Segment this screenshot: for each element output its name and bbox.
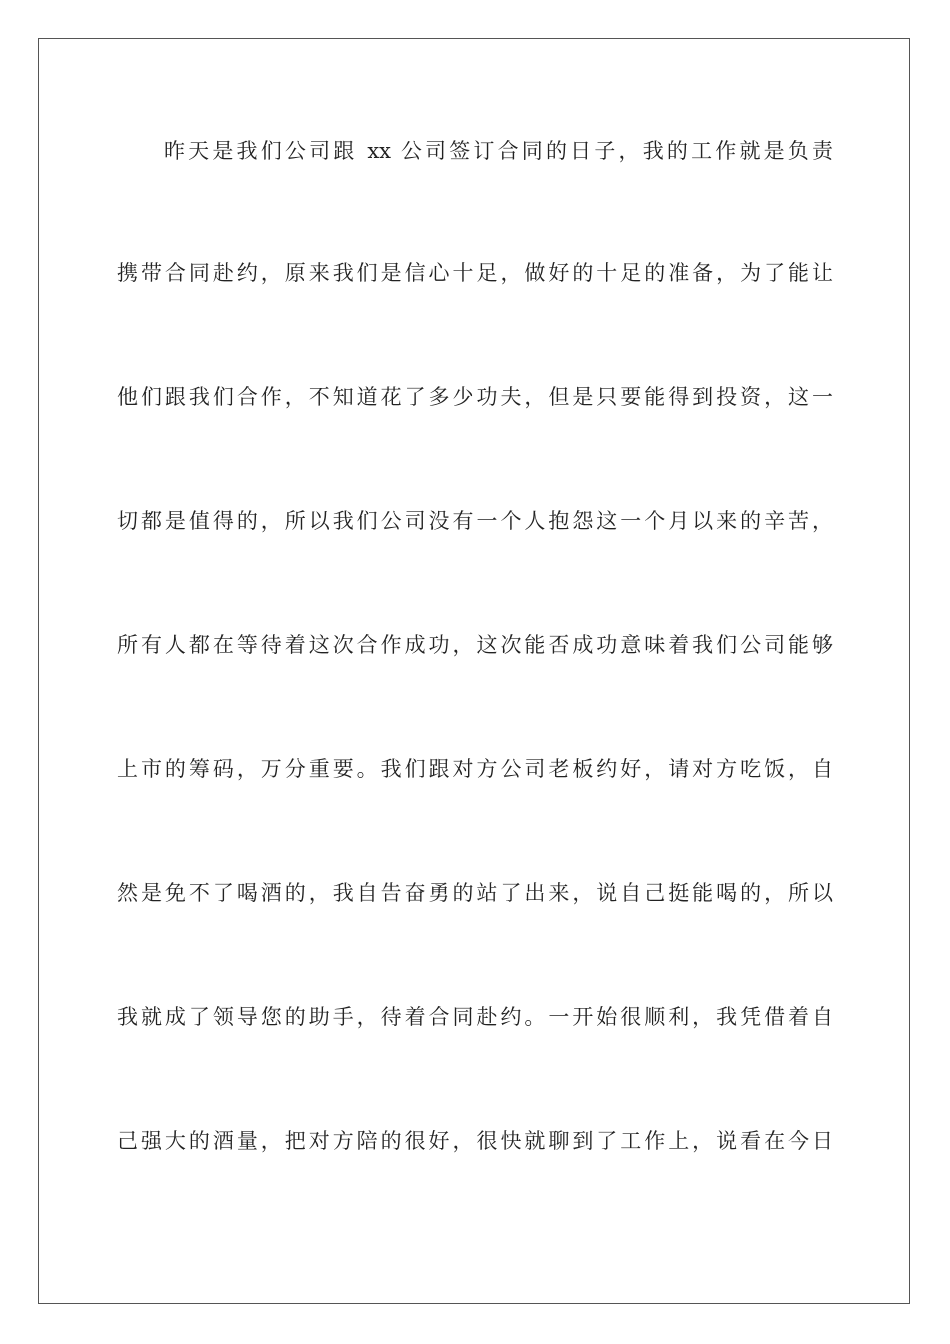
body-text-line: 上市的筹码，万分重要。我们跟对方公司老板约好，请对方吃饭，自 xyxy=(117,757,833,781)
body-text-line: 昨天是我们公司跟 xx 公司签订合同的日子，我的工作就是负责 xyxy=(164,139,833,163)
body-text-line: 我就成了领导您的助手，待着合同赴约。一开始很顺利，我凭借着自 xyxy=(117,1005,833,1029)
body-text-line: 切都是值得的，所以我们公司没有一个人抱怨这一个月以来的辛苦， xyxy=(117,509,833,533)
body-text-line: 然是免不了喝酒的，我自告奋勇的站了出来，说自己挺能喝的，所以 xyxy=(117,881,833,905)
body-text-line: 携带合同赴约，原来我们是信心十足，做好的十足的准备，为了能让 xyxy=(117,261,833,285)
body-text-line: 他们跟我们合作，不知道花了多少功夫，但是只要能得到投资，这一 xyxy=(117,385,833,409)
body-text-line: 己强大的酒量，把对方陪的很好，很快就聊到了工作上，说看在今日 xyxy=(117,1129,833,1153)
page-frame xyxy=(38,38,910,1304)
body-text-line: 所有人都在等待着这次合作成功，这次能否成功意味着我们公司能够 xyxy=(117,633,833,657)
